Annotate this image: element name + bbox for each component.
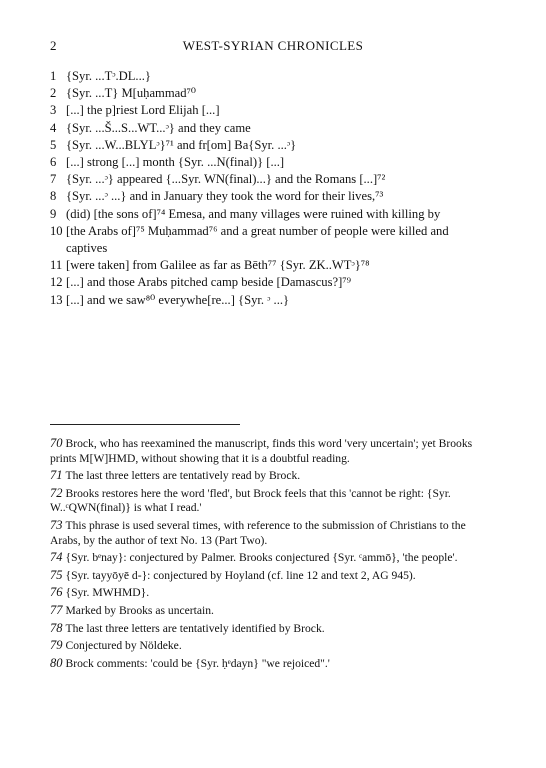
page-number: 2 [50,38,57,53]
chronicle-text [50,68,490,309]
footnote-number: 70 [50,436,63,450]
line-text: (did) [the sons of]⁷⁴ Emesa, and many villages were ruined with killing by [66,206,441,221]
text-line [50,257,490,274]
footnote [50,621,492,637]
footnote-text: {Syr. tayyōyē d-}: conjectured by Hoyland (cf. line 12 and text 2, AG 945). [65,568,416,582]
running-title: WEST-SYRIAN CHRONICLES [182,38,364,53]
footnote-text: Marked by Brooks as uncertain. [65,603,214,617]
line-text: {Syr. ...W...BLYLᵓ}⁷¹ and fr[om] Ba{Syr. ...ᵓ} [66,137,297,152]
text-line [50,137,490,154]
text-line [50,154,490,171]
text-line [50,206,490,223]
line-text: [...] the p]riest Lord Elijah [...] [66,103,220,118]
text-line [50,68,490,85]
footnote [50,518,492,548]
footnote [50,585,492,601]
line-number: 12 [50,275,63,290]
text-line [50,102,490,119]
footnote-number: 75 [50,567,63,582]
line-number: 3 [50,103,57,118]
line-text: [...] and those Arabs pitched camp beside [Damascus?]⁷⁹ [66,275,352,290]
text-line [50,120,490,137]
line-number: 5 [50,137,57,152]
line-text: {Syr. ...ᵓ} appeared {...Syr. WN(final)...} and the Romans [...]⁷² [66,172,386,187]
line-text: [the Arabs of]⁷⁵ Muḥammad⁷⁶ and a great number of people were killed and captives [66,223,449,256]
line-number: 9 [50,206,57,221]
text-line [50,85,490,102]
line-number: 4 [50,120,57,135]
footnote-number: 74 [50,550,63,565]
line-number: 10 [50,223,63,238]
footnote [50,486,492,516]
footnote-number: 73 [50,517,63,532]
line-text: [...] strong [...] month {Syr. ...N(final)} [...] [66,155,285,170]
footnotes [50,436,492,673]
line-number: 1 [50,69,57,83]
text-line [50,171,490,188]
footnote-text: Conjectured by Nöldeke. [65,639,182,653]
footnote-text: Brock, who has reexamined the manuscript, finds this word 'very uncertain'; yet Brooks prints M[W]HMD, without showing that it is a doubtful reading. [50,437,473,465]
footnote-text: This phrase is used several times, with reference to the submission of Christians to the Arabs, by the author of text No. 13 (Part Two). [50,518,466,547]
footnote [50,468,492,484]
footnote-number: 72 [50,485,63,500]
line-text: {Syr. ...ᵓ ...} and in January they took the word for their lives,⁷³ [66,189,384,204]
footnote-text: {Syr. MWHMD}. [65,586,150,600]
footnote-number: 76 [50,585,63,600]
page-header [50,38,496,54]
line-number: 6 [50,155,57,170]
footnote-number: 78 [50,620,63,635]
line-number: 11 [50,258,63,273]
footnote-text: Brock comments: 'could be {Syr. ḥᵉdayn} "we rejoiced".' [65,656,330,670]
line-number: 2 [50,86,57,101]
footnote-number: 80 [50,655,63,670]
footnote-text: The last three letters are tentatively identified by Brock. [65,621,325,635]
footnote-number: 77 [50,602,63,617]
text-line [50,292,490,309]
footnote [50,638,492,654]
footnote-text: Brooks restores here the word 'fled', but Brock feels that this 'cannot be right: {Syr. W..ᶜQWN(final)} is what I read.' [50,486,451,515]
footnote-number: 71 [50,468,63,483]
text-line [50,274,490,291]
line-number: 7 [50,172,57,187]
footnote-text: The last three letters are tentatively read by Brock. [65,469,301,483]
line-number: 13 [50,292,63,307]
line-text: {Syr. ...T} M[uḥammad⁷⁰ [66,86,196,101]
text-line [50,223,490,257]
footnote-rule [50,424,240,425]
line-text: [...] and we saw⁸⁰ everywhe[re...] {Syr. ᵓ ...} [66,292,290,307]
footnote [50,656,492,672]
footnote [50,603,492,619]
footnote-text: {Syr. bᵉnay}: conjectured by Palmer. Brooks conjectured {Syr. ᶜammō}, 'the people'. [65,551,458,565]
line-text: {Syr. ...Tᵓ.DL...} [66,69,151,83]
footnote-number: 79 [50,638,63,653]
footnote [50,550,492,566]
line-number: 8 [50,189,57,204]
line-text: [were taken] from Galilee as far as Bēth⁷⁷ {Syr. ZK..WTᵓ}⁷⁸ [66,258,370,273]
text-line [50,188,490,205]
footnote [50,568,492,584]
line-text: {Syr. ...Š...S...WT...ᵓ} and they came [66,120,251,135]
footnote [50,436,492,466]
